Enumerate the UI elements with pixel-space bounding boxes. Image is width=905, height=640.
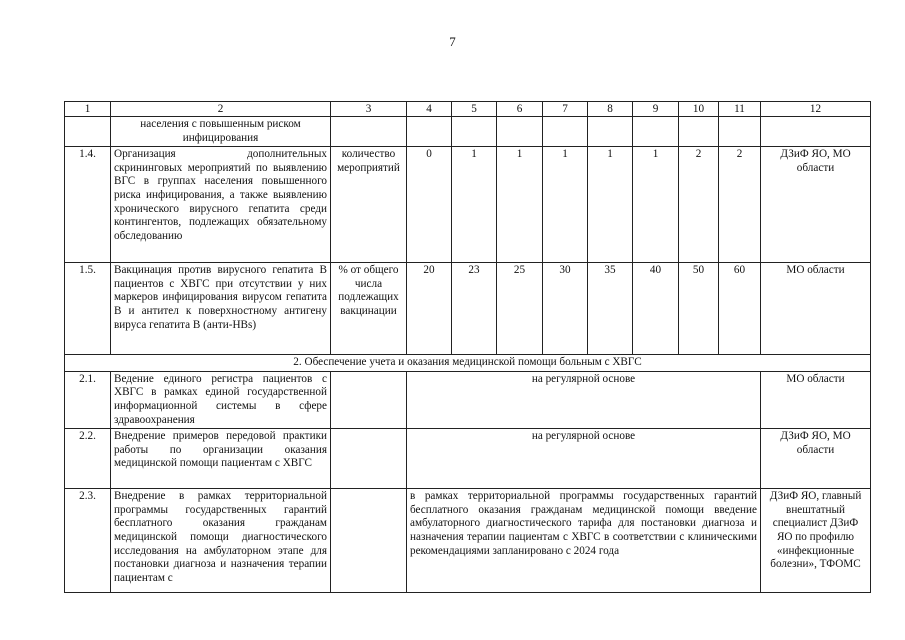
measure-text: Вакцинация против вирусного гепатита В пациентов с ХВГС при отсутствии у них маркеров инфицирования вирусом гепатита В и антител к поверхностному антигену вируса гепатита В (анти-HBs) [111, 263, 331, 355]
column-header: 12 [761, 102, 871, 117]
table-row [65, 263, 871, 355]
empty-cell [407, 117, 452, 147]
empty-cell [331, 371, 407, 428]
responsible-cell: МО области [761, 371, 871, 428]
schedule-cell: на регулярной основе [407, 429, 761, 489]
value-cell: 35 [588, 263, 633, 355]
page-number: 7 [449, 34, 456, 49]
table-row [65, 147, 871, 263]
value-cell: 2 [679, 147, 719, 263]
empty-cell [588, 117, 633, 147]
value-cell: 25 [497, 263, 543, 355]
empty-cell [331, 117, 407, 147]
measure-text: Внедрение в рамках территориальной программы государственных гарантий бесплатного оказания гражданам медицинской помощи диагностического исследования на амбулаторном этапе для постановки диагноза и назначения терапии пациентам с [111, 489, 331, 593]
empty-cell [761, 117, 871, 147]
value-cell: 1 [452, 147, 497, 263]
schedule-cell: на регулярной основе [407, 371, 761, 428]
value-cell: 50 [679, 263, 719, 355]
row-number: 1.4. [65, 147, 111, 263]
responsible-cell: ДЗиФ ЯО, главный внештатный специалист ДЗиФ ЯО по профилю «инфекционные болезни», ТФОМС [761, 489, 871, 593]
column-header: 9 [633, 102, 679, 117]
empty-cell [452, 117, 497, 147]
column-header: 2 [111, 102, 331, 117]
value-cell: 1 [633, 147, 679, 263]
value-cell: 30 [543, 263, 588, 355]
responsible-cell: МО области [761, 263, 871, 355]
column-header: 11 [719, 102, 761, 117]
column-header: 7 [543, 102, 588, 117]
column-header: 5 [452, 102, 497, 117]
value-cell: 60 [719, 263, 761, 355]
empty-cell [331, 429, 407, 489]
table-row [65, 371, 871, 428]
value-cell: 20 [407, 263, 452, 355]
column-header: 10 [679, 102, 719, 117]
value-cell: 0 [407, 147, 452, 263]
empty-cell [633, 117, 679, 147]
empty-cell [679, 117, 719, 147]
measure-text: Ведение единого регистра пациентов с ХВГС в рамках единой государственной информационной системы в сфере здравоохранения [111, 371, 331, 428]
unit-cell: % от общего числа подлежащих вакцинации [331, 263, 407, 355]
value-cell: 40 [633, 263, 679, 355]
column-header: 4 [407, 102, 452, 117]
value-cell: 1 [543, 147, 588, 263]
table-row [65, 489, 871, 593]
empty-cell [497, 117, 543, 147]
value-cell: 1 [497, 147, 543, 263]
empty-cell [331, 489, 407, 593]
row-number: 2.1. [65, 371, 111, 428]
unit-cell: количество мероприятий [331, 147, 407, 263]
column-header: 3 [331, 102, 407, 117]
column-header: 8 [588, 102, 633, 117]
row-number: 2.2. [65, 429, 111, 489]
responsible-cell: ДЗиФ ЯО, МО области [761, 147, 871, 263]
measure-text: Организация дополнительных скрининговых мероприятий по выявлению ВГС в группах населения повышенного риска инфицирования, а также выявлению хронического вирусного гепатита среди контингентов, подлежащих обязательному обследованию [111, 147, 331, 263]
section-title: 2. Обеспечение учета и оказания медицинской помощи больным с ХВГС [65, 355, 871, 372]
value-cell: 23 [452, 263, 497, 355]
value-cell: 2 [719, 147, 761, 263]
measure-text: населения с повышенным риском инфицирования [111, 117, 331, 147]
table-row [65, 117, 871, 147]
column-header: 6 [497, 102, 543, 117]
measure-text: Внедрение примеров передовой практики работы по организации оказания медицинской помощи пациентам с ХВГС [111, 429, 331, 489]
empty-cell [719, 117, 761, 147]
section-row [65, 355, 871, 372]
empty-cell [65, 117, 111, 147]
empty-cell [543, 117, 588, 147]
responsible-cell: ДЗиФ ЯО, МО области [761, 429, 871, 489]
row-number: 2.3. [65, 489, 111, 593]
row-number: 1.5. [65, 263, 111, 355]
measures-table [64, 101, 871, 593]
table-row [65, 429, 871, 489]
schedule-cell: в рамках территориальной программы государственных гарантий бесплатного оказания гражданам медицинской помощи введение амбулаторного диагностического тарифа для постановки диагноза и назначения терапии пациентам с ХВГС в соответствии с клиническими рекомендациями запланировано с 2024 года [407, 489, 761, 593]
column-header: 1 [65, 102, 111, 117]
header-row [65, 102, 871, 117]
value-cell: 1 [588, 147, 633, 263]
